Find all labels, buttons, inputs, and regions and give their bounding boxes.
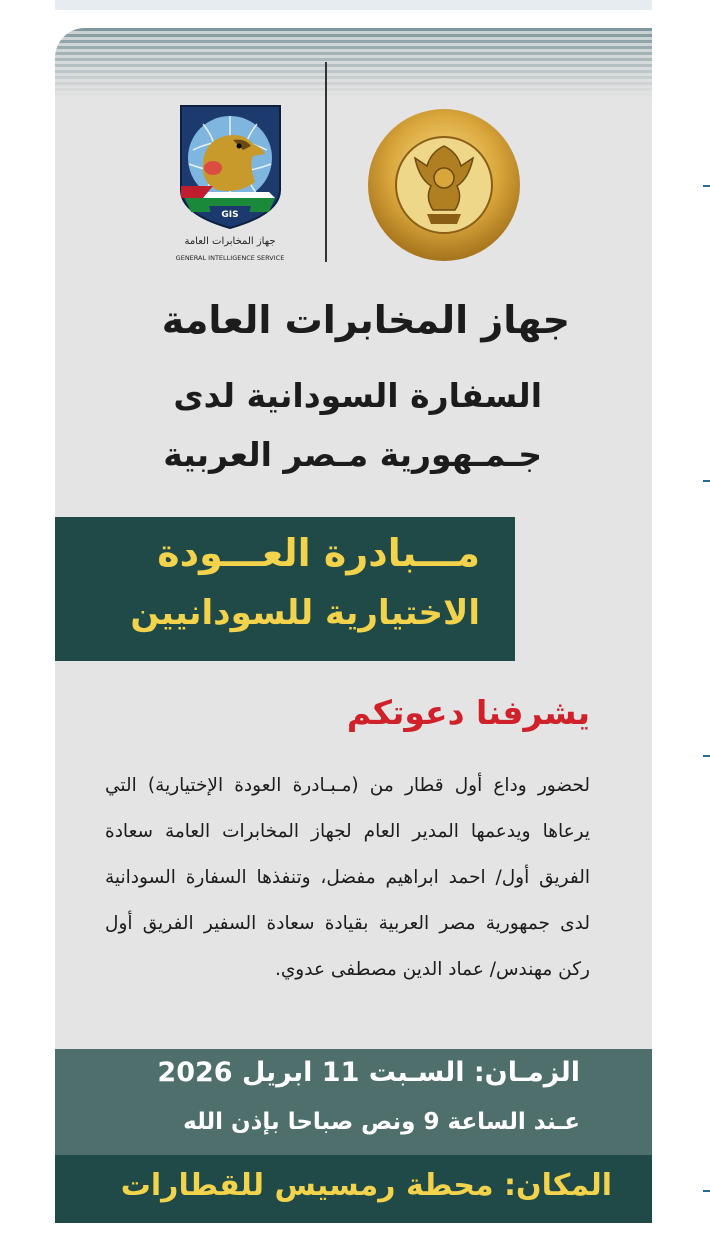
edge-mark — [703, 755, 710, 757]
time-section — [55, 1049, 652, 1155]
heading-country: جـمـهورية مـصر العربية — [163, 435, 542, 474]
event-date: الزمـان: السـبت 11 ابريل 2026 — [157, 1057, 580, 1088]
svg-text:جمهورية السودان سفارة جمهورية — [365, 106, 371, 109]
stripe-header — [55, 28, 652, 98]
invitation-body: لحضور وداع أول قطار من (مـبـادرة العودة الإختيارية) التي يرعاها ويدعمها المدير العام لجهاز المخابرات العامة سعادة الفريق أول/ احمد ابراهيم مفضل، وتنفذها السفارة السودانية لدى جمهورية مصر العربية بقيادة سعادة السفير الفريق أول ركن مهندس/ عماد الدين مصطفى عدوي. — [105, 775, 590, 980]
gis-english-name: GENERAL INTELLIGENCE SERVICE — [175, 254, 285, 262]
edge-mark — [703, 185, 710, 187]
event-place: المكان: محطة رمسيس للقطارات — [120, 1168, 612, 1203]
edge-mark — [703, 1190, 710, 1192]
place-section — [55, 1155, 652, 1223]
initiative-banner — [55, 517, 515, 661]
invitation-poster[interactable] — [55, 28, 652, 1223]
event-time: عـند الساعة 9 ونص صباحا بإذن الله — [183, 1109, 580, 1135]
gis-arabic-name: جهاز المخابرات العامة — [184, 236, 276, 247]
logo-divider — [325, 62, 327, 262]
gis-logo — [173, 102, 288, 267]
embassy-seal-logo — [365, 106, 523, 264]
edge-mark — [703, 480, 710, 482]
gis-abbrev-text: GIS — [221, 210, 239, 220]
initiative-title: مـــبادرة العـــودة — [157, 531, 480, 575]
heading-intelligence-service: جهاز المخابرات العامة — [161, 298, 570, 342]
adjacent-content-edge — [700, 0, 710, 1259]
initiative-subtitle: الاختيارية للسودانيين — [130, 593, 480, 633]
invitation-heading: يشرفنا دعوتكم — [346, 693, 590, 732]
heading-embassy: السفارة السودانية لدى — [173, 376, 542, 415]
previous-post-edge — [55, 0, 652, 10]
